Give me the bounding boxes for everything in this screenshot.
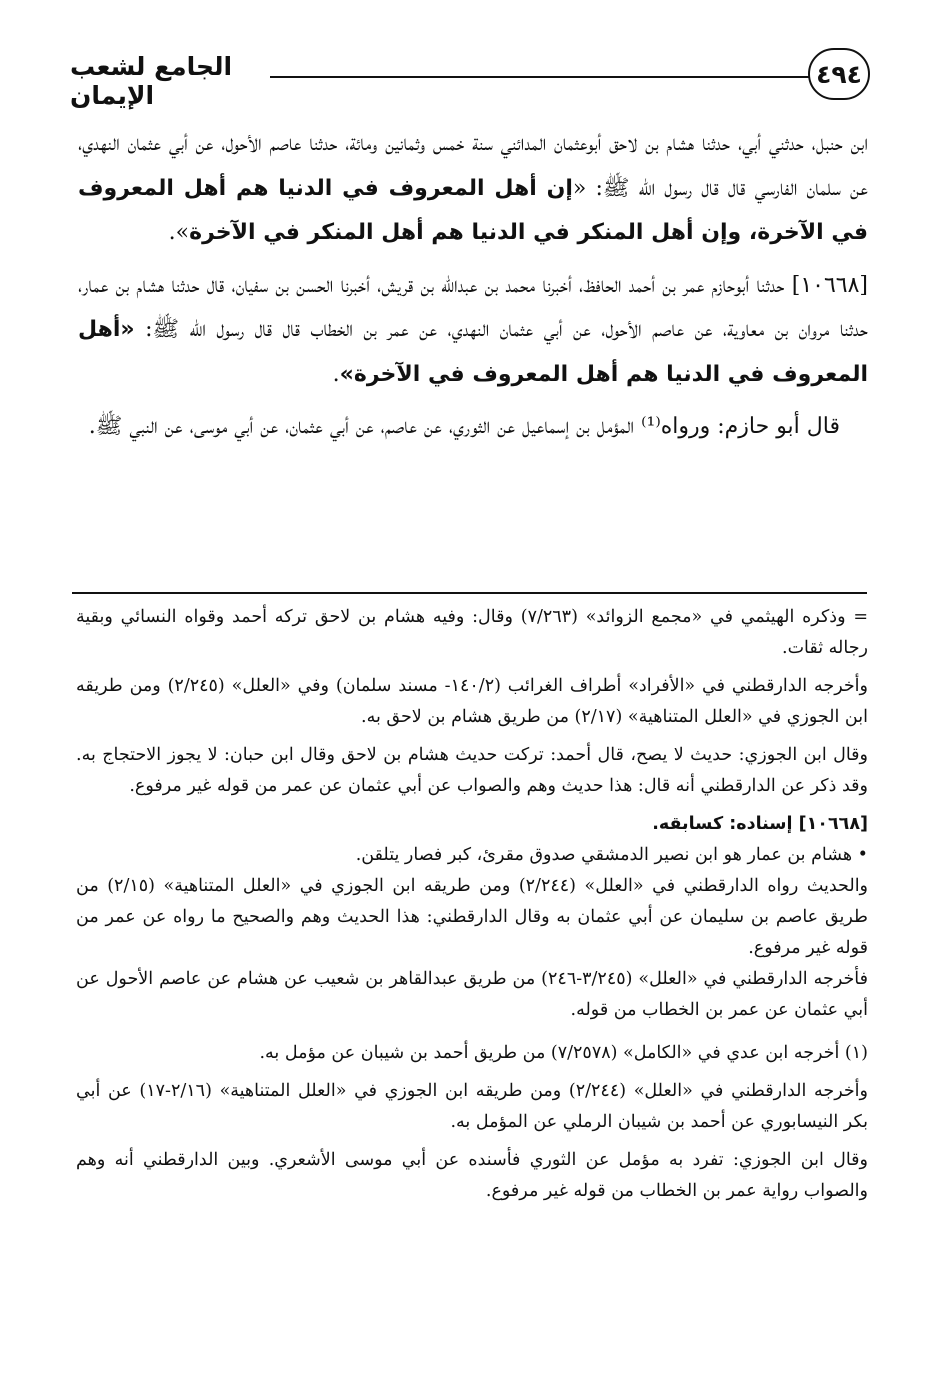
header-rule (270, 76, 810, 78)
hadith-paragraph-2 (78, 264, 868, 398)
main-text (78, 122, 868, 458)
hadith-paragraph-1 (78, 122, 868, 256)
footnote-1-takhrij-2: وأخرجه الدارقطني في «العلل» (٢/٢٤٤) ومن طريقه ابن الجوزي في «العلل المتناهية» (٢/١٦-١٧) عن أبي بكر النيسابوري عن أحمد بن شيبان الرملي عن المؤمل به. (76, 1081, 868, 1132)
isnad-text-2: [١٠٦٦٨] حدثنا أبوحازم عمر بن أحمد الحافظ، أخبرنا محمد بن عبدالله بن قريش، أخبرنا الحسن بن سفيان، قال حدثنا هشام بن عمار، حدثنا مروان بن معاوية، عن عاصم الأحول، عن أبي عثمان النهدي، عن عمر بن الخطاب قال قال رسول الله ﷺ: (78, 272, 868, 342)
footnote-1: (١) أخرجه ابن عدي في «الكامل» (٧/٢٥٧٨) من طريق أحمد بن شيبان عن مؤمل به. (259, 1043, 868, 1063)
footnote-takhrij-4: والحديث رواه الدارقطني في «العلل» (٢/٢٤٤) ومن طريقه ابن الجوزي في «العلل المتناهية» (٢/١٥) من طريق عاصم بن سليمان عن أبي عثمان به وقال الدارقطني: هذا الحديث وهم والصحيح ما رواه عن عمر من قوله غير مرفوع. (76, 876, 869, 958)
page-header (70, 42, 870, 112)
hadith-end-1: ». (168, 220, 190, 245)
footnote-takhrij-3: وقال ابن الجوزي: حديث لا يصح، قال أحمد: تركت حديث هشام بن لاحق وقال ابن حبان: لا يجوز الاحتجاج به. وقد ذكر عن الدارقطني أنه قال: هذا حديث وهم والصواب عن أبي عثمان عن عمر من قوله غير مرفوع. (76, 745, 868, 796)
footnote-isnad-label: [١٠٦٦٨] إسناده: كسابقه. (652, 814, 868, 834)
book-title: الجامع لشعب الإيمان (70, 52, 233, 110)
isnad-text-1: ابن حنبل، حدثني أبي، حدثنا هشام بن لاحق أبوعثمان المدائني سنة خمس وثمانين ومائة، حدثنا عاصم الأحول، عن أبي عثمان النهدي، عن سلمان الفارسي قال قال رسول الله ﷺ: « (78, 131, 869, 201)
footnote-takhrij-1: = وذكره الهيثمي في «مجمع الزوائد» (٧/٢٦٣) وقال: وفيه هشام بن لاحق تركه أحمد وقواه النسائي وبقية رجاله ثقات. (76, 607, 869, 658)
footnote-takhrij-2: وأخرجه الدارقطني في «الأفراد» أطراف الغرائب (١٤٠/٢- مسند سلمان) وفي «العلل» (٢/٢٤٥) ومن طريقه ابن الجوزي في «العلل المتناهية» (٢/١٧) من طريق هشام بن لاحق به. (76, 676, 868, 727)
hadith-matn-2: «أهل المعروف في الدنيا هم أهل المعروف في الآخرة» (78, 317, 868, 387)
hadith-end-2: . (332, 361, 340, 387)
hadith-paragraph-3: قال أبو حازم: ورواه⁽¹⁾ المؤمل بن إسماعيل عن الثوري، عن عاصم، عن أبي عثمان، عن أبي موسى، عن النبي ﷺ. (88, 414, 840, 439)
page-number-badge (808, 48, 870, 100)
footnote-takhrij-5: فأخرجه الدارقطني في «العلل» (٣/٢٤٥-٢٤٦) من طريق عبدالقاهر بن شعيب عن هشام عن عاصم الأحول عن أبي عثمان عن عمر بن الخطاب من قوله. (76, 969, 868, 1020)
footnote-separator (72, 592, 867, 594)
hadith-matn-1: إن أهل المعروف في الدنيا هم أهل المعروف في الآخرة، وإن أهل المنكر في الدنيا هم أهل المنكر في الآخرة (78, 175, 868, 245)
footnote-narrator-note: • هشام بن عمار هو ابن نصير الدمشقي صدوق مقرئ، كبر فصار يتلقن. (355, 845, 868, 865)
page-number: ٤٩٤ (816, 59, 862, 89)
footnote-1-takhrij-3: وقال ابن الجوزي: تفرد به مؤمل عن الثوري فأسنده عن أبي موسى الأشعري. وبين الدارقطني أنه وهم والصواب رواية عمر بن الخطاب من قوله غير مرفوع. (76, 1150, 868, 1201)
footnotes (76, 602, 868, 1214)
